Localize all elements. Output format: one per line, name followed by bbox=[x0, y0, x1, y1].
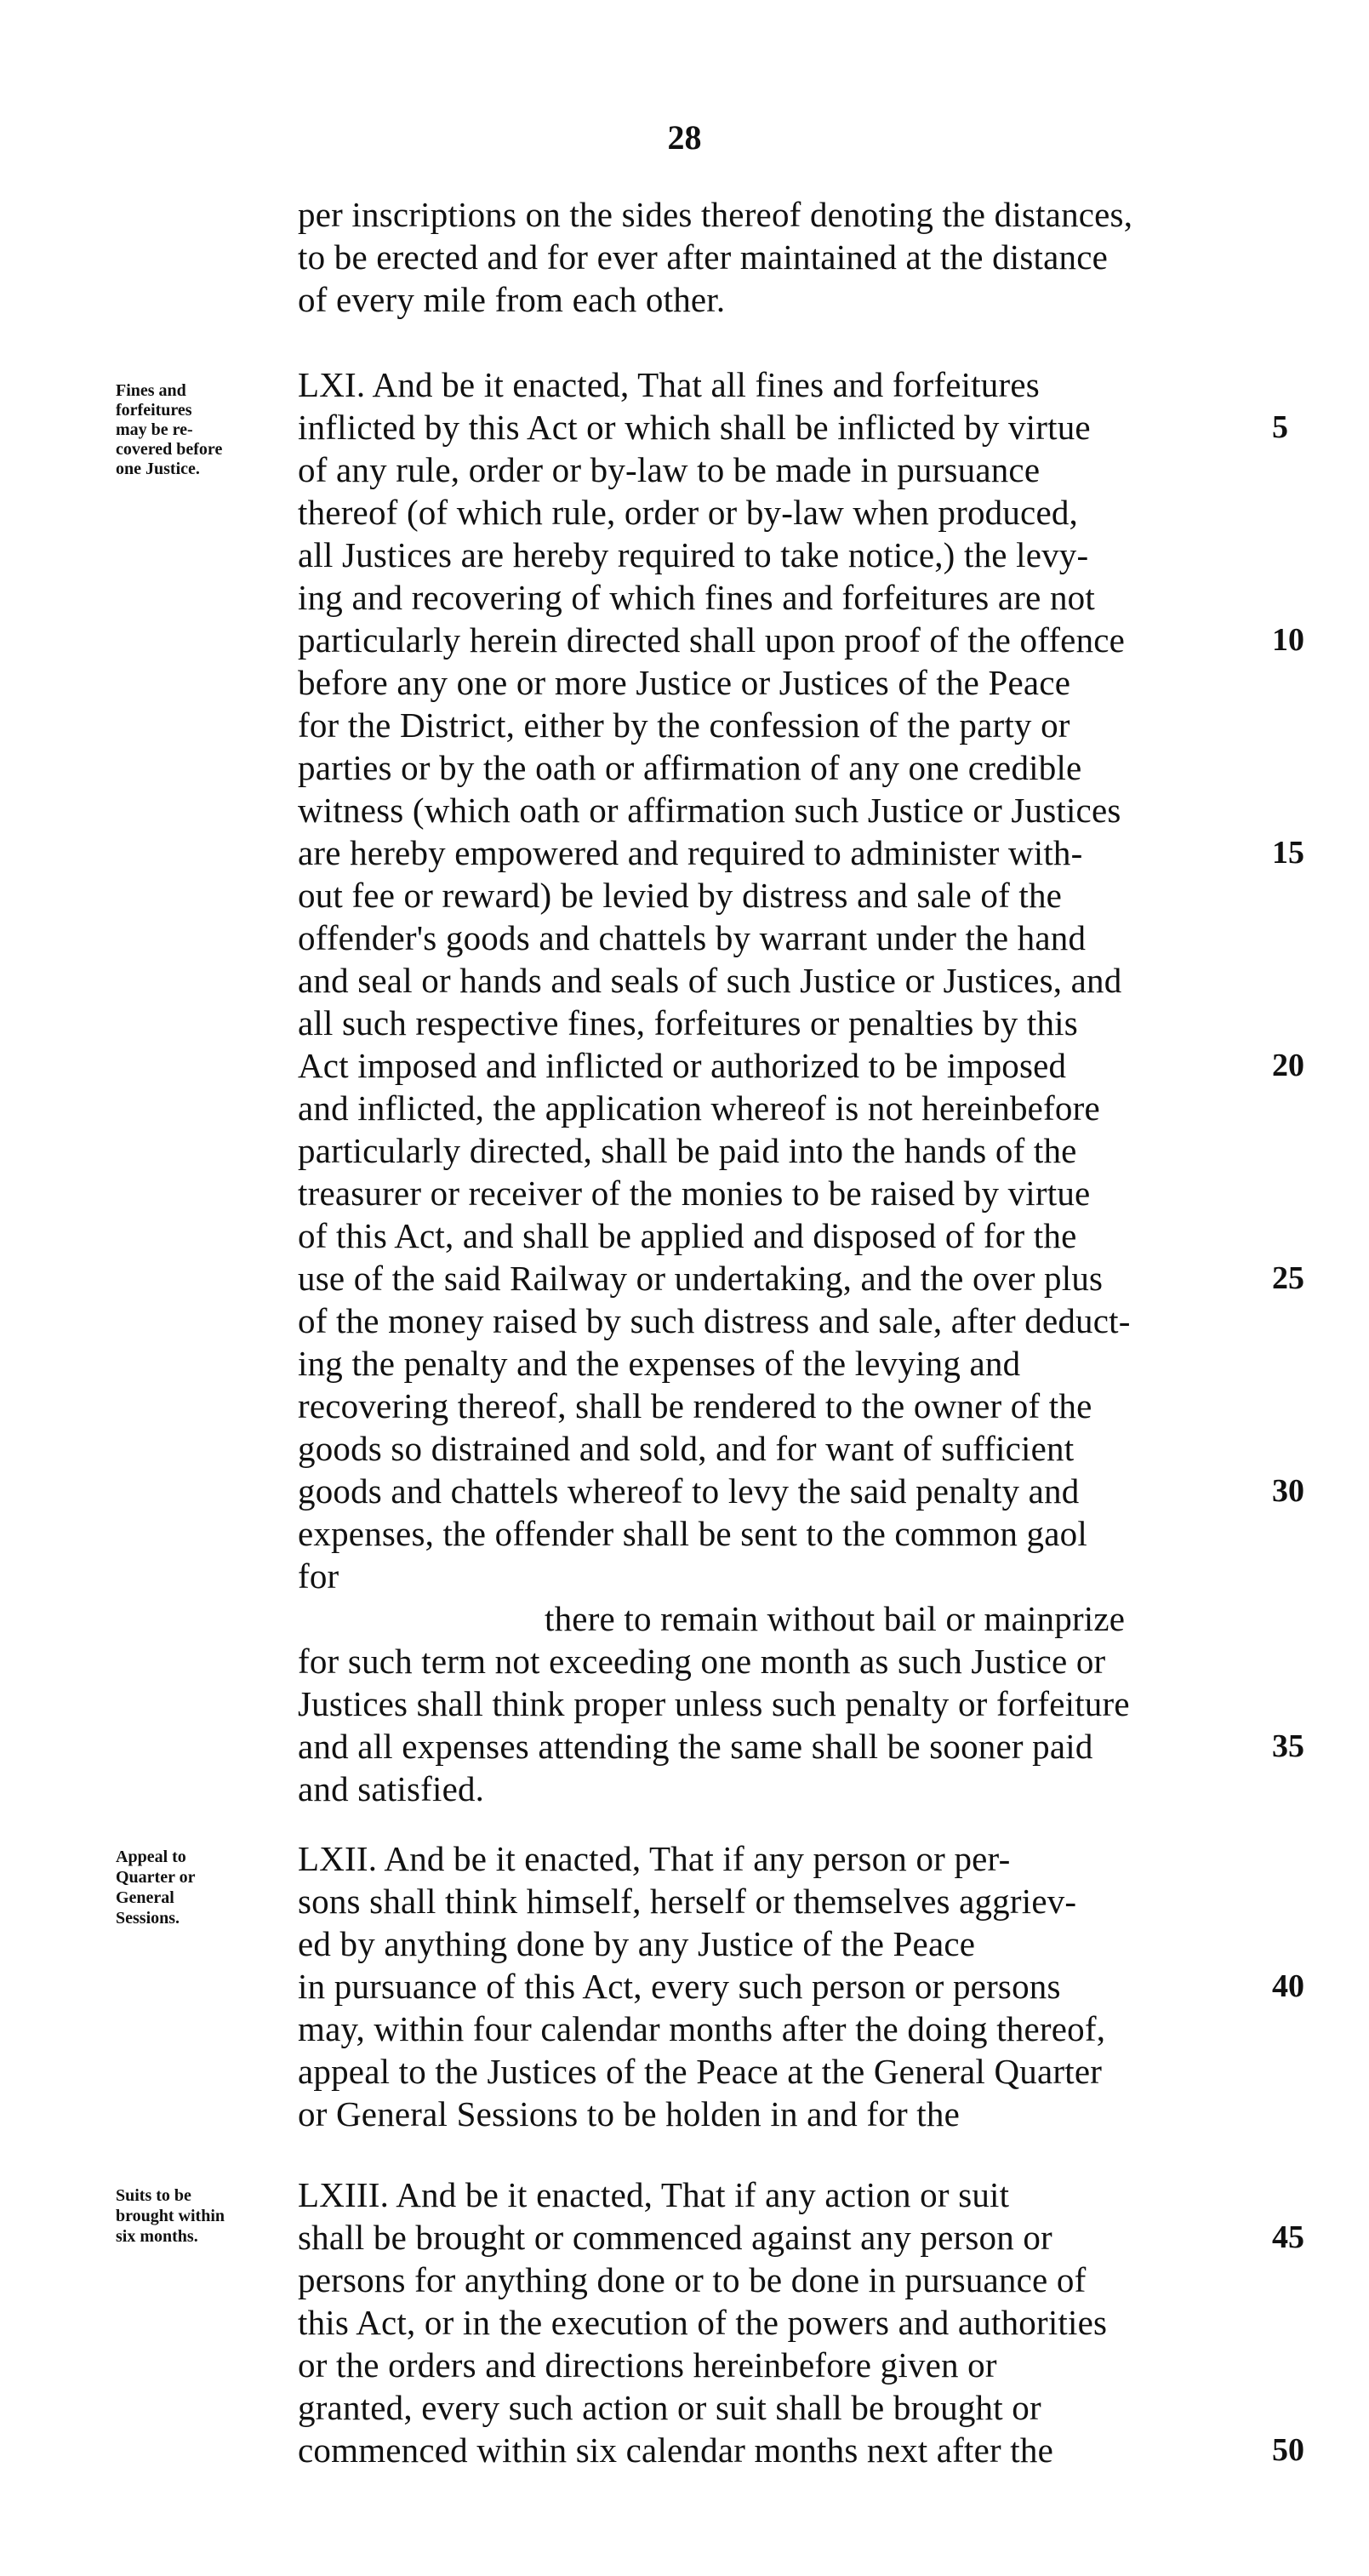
margin-note-line: covered before bbox=[116, 440, 223, 459]
text-line: may, within four calendar months after the doing thereof, bbox=[298, 2009, 1106, 2048]
text-line: and inflicted, the application whereof is not hereinbefore bbox=[298, 1088, 1100, 1128]
text-line: for the District, either by the confession of the party or bbox=[298, 705, 1070, 745]
line-number: 45 bbox=[1272, 2219, 1304, 2255]
text-line: particularly directed, shall be paid into the hands of the bbox=[298, 1131, 1077, 1170]
page-number: 28 bbox=[667, 118, 702, 157]
text-line: treasurer or receiver of the monies to be raised by virtue bbox=[298, 1174, 1091, 1213]
text-line: thereof (of which rule, order or by-law when produced, bbox=[298, 493, 1079, 532]
margin-note-line: Appeal to bbox=[116, 1848, 186, 1866]
margin-note-line: brought within bbox=[116, 2207, 225, 2225]
text-line: there to remain without bail or mainprize bbox=[545, 1599, 1126, 1638]
text-line: of the money raised by such distress and sale, after deduct- bbox=[298, 1301, 1131, 1340]
margin-note-line: forfeitures bbox=[116, 401, 192, 420]
text-line: LXI. And be it enacted, That all fines and forfeitures bbox=[298, 365, 1040, 404]
text-line: Justices shall think proper unless such penalty or forfeiture bbox=[298, 1684, 1130, 1723]
text-line: particularly herein directed shall upon proof of the offence bbox=[298, 620, 1126, 660]
text-line: of any rule, order or by-law to be made in pursuance bbox=[298, 450, 1041, 489]
text-line: inflicted by this Act or which shall be inflicted by virtue bbox=[298, 408, 1091, 447]
line-number: 15 bbox=[1272, 835, 1304, 871]
margin-note-line: Suits to be bbox=[116, 2186, 191, 2205]
line-number: 35 bbox=[1272, 1728, 1304, 1764]
text-line: ing the penalty and the expenses of the levying and bbox=[298, 1344, 1021, 1383]
text-line: persons for anything done or to be done in pursuance of bbox=[298, 2260, 1087, 2299]
text-line: and seal or hands and seals of such Justice or Justices, and bbox=[298, 961, 1122, 1000]
text-line: ing and recovering of which fines and forfeitures are not bbox=[298, 578, 1095, 617]
text-line: and satisfied. bbox=[298, 1769, 485, 1808]
text-line: appeal to the Justices of the Peace at the General Quarter bbox=[298, 2052, 1103, 2091]
text-line: for such term not exceeding one month as such Justice or bbox=[298, 1642, 1106, 1681]
text-line: all such respective fines, forfeitures or penalties by this bbox=[298, 1003, 1078, 1042]
text-line: shall be brought or commenced against any person or bbox=[298, 2218, 1052, 2257]
text-line: commenced within six calendar months next after the bbox=[298, 2430, 1053, 2470]
line-number: 40 bbox=[1272, 1968, 1304, 2004]
text-line: out fee or reward) be levied by distress and sale of the bbox=[298, 876, 1063, 915]
text-line: and all expenses attending the same shall be sooner paid bbox=[298, 1727, 1093, 1766]
text-line: granted, every such action or suit shall be brought or bbox=[298, 2388, 1041, 2427]
text-line: expenses, the offender shall be sent to the common gaol bbox=[298, 1514, 1087, 1553]
text-line: goods so distrained and sold, and for want of sufficient bbox=[298, 1429, 1075, 1468]
line-number: 20 bbox=[1272, 1048, 1304, 1083]
text-line: LXII. And be it enacted, That if any person or per- bbox=[298, 1839, 1011, 1878]
text-line: use of the said Railway or undertaking, and the over plus bbox=[298, 1259, 1104, 1298]
text-line: per inscriptions on the sides thereof denoting the distances, bbox=[298, 195, 1133, 234]
margin-note-line: may be re- bbox=[116, 420, 193, 439]
line-number: 50 bbox=[1272, 2432, 1304, 2468]
line-number: 5 bbox=[1272, 409, 1288, 445]
margin-note-line: Sessions. bbox=[116, 1909, 180, 1928]
margin-note-line: General bbox=[116, 1888, 174, 1907]
text-line: recovering thereof, shall be rendered to the owner of the bbox=[298, 1386, 1092, 1425]
text-line: are hereby empowered and required to administer with- bbox=[298, 833, 1083, 872]
margin-note-line: one Justice. bbox=[116, 460, 200, 478]
line-number: 30 bbox=[1272, 1473, 1304, 1509]
margin-note-line: six months. bbox=[116, 2227, 198, 2246]
line-number: 25 bbox=[1272, 1260, 1304, 1296]
text-line: in pursuance of this Act, every such person or persons bbox=[298, 1967, 1061, 2006]
text-line: parties or by the oath or affirmation of any one credible bbox=[298, 748, 1082, 787]
text-line: all Justices are hereby required to take notice,) the levy- bbox=[298, 535, 1089, 574]
margin-note-line: Quarter or bbox=[116, 1868, 196, 1887]
text-line: of this Act, and shall be applied and disposed of for the bbox=[298, 1216, 1077, 1255]
text-line: witness (which oath or affirmation such Justice or Justices bbox=[298, 791, 1121, 830]
text-line: goods and chattels whereof to levy the said penalty and bbox=[298, 1471, 1080, 1511]
text-line: this Act, or in the execution of the powers and authorities bbox=[298, 2303, 1108, 2342]
text-line: sons shall think himself, herself or themselves aggriev- bbox=[298, 1882, 1077, 1921]
text-line: offender's goods and chattels by warrant under the hand bbox=[298, 918, 1087, 957]
margin-note-line: Fines and bbox=[116, 381, 186, 400]
text-line: before any one or more Justice or Justices of the Peace bbox=[298, 663, 1071, 702]
text-line: LXIII. And be it enacted, That if any action or suit bbox=[298, 2175, 1010, 2214]
text-line: of every mile from each other. bbox=[298, 280, 726, 319]
text-line: ed by anything done by any Justice of the Peace bbox=[298, 1924, 976, 1963]
text-line: Act imposed and inflicted or authorized to be imposed bbox=[298, 1046, 1067, 1085]
text-line: or the orders and directions hereinbefore given or bbox=[298, 2345, 997, 2385]
line-number: 10 bbox=[1272, 622, 1304, 658]
text-line: to be erected and for ever after maintained at the distance bbox=[298, 237, 1109, 277]
text-line: or General Sessions to be holden in and for the bbox=[298, 2094, 960, 2133]
text-line: for bbox=[298, 1556, 339, 1596]
